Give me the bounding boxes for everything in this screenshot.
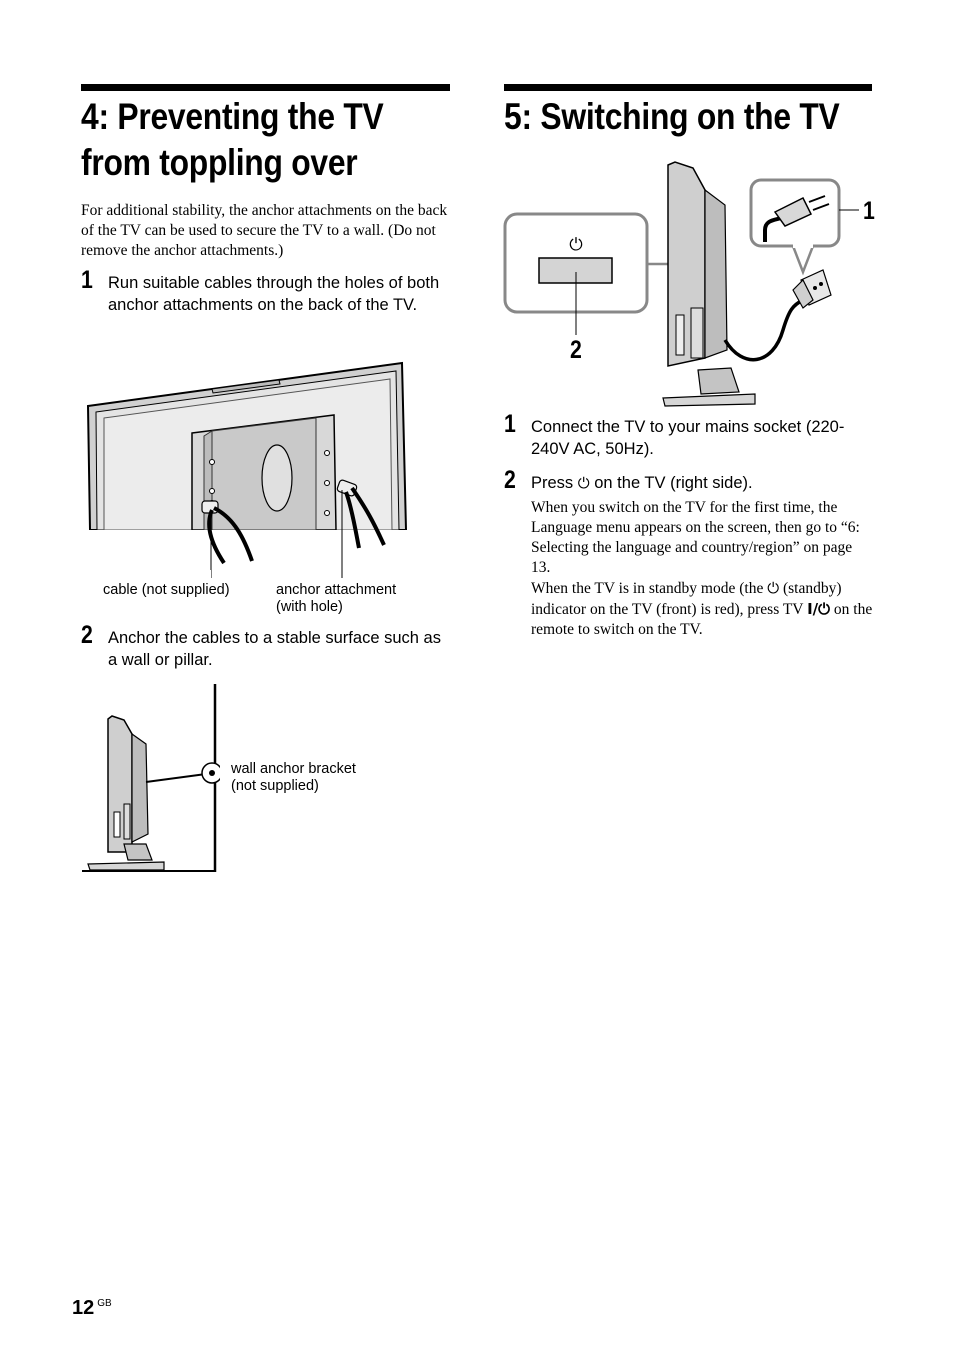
section4-title-line2: from toppling over <box>81 142 358 183</box>
page-number-value: 12 <box>72 1297 95 1319</box>
section5-note2 <box>531 578 873 640</box>
anchor-caption-line1: anchor attachment <box>276 582 397 598</box>
tv-power-key-icon: I/⏻ <box>807 600 831 618</box>
section4-rule <box>81 84 450 91</box>
section5-title: 5: Switching on the TV <box>504 96 840 137</box>
section5-step2-text <box>531 472 876 494</box>
callout-1: 1 <box>863 197 875 225</box>
power-icon: ⏻ <box>577 474 590 492</box>
section5-step2-number: 2 <box>504 466 516 494</box>
section4-step1-number: 1 <box>81 266 93 294</box>
wall-anchor-caption-line1: wall anchor bracket <box>231 761 356 777</box>
section4-intro: For additional stability, the anchor attachments on the back of the TV can be used to secure the TV to a wall. (Do not remove the anchor attachments.) <box>81 202 448 259</box>
section5-step1-text: Connect the TV to your mains socket (220-240V AC, 50Hz). <box>531 418 845 458</box>
tv-back-leader-lines <box>211 566 343 580</box>
section5-note1: When you switch on the TV for the first time, the Language menu appears on the screen, then go to “6: Selecting the language and country/region” on page 13. <box>531 499 860 576</box>
wall-anchor-illustration <box>80 684 220 874</box>
callout-2: 2 <box>570 336 582 364</box>
section5-rule <box>504 84 872 91</box>
note2-part-c: on the remote to switch on the TV. <box>531 601 873 638</box>
cable-caption: cable (not supplied) <box>103 582 230 598</box>
step2-text-after: on the TV (right side). <box>594 474 753 492</box>
section4-step2-text: Anchor the cables to a stable surface such as a wall or pillar. <box>108 629 441 669</box>
standby-icon: ⏻ <box>767 579 780 597</box>
anchor-caption-line2: (with hole) <box>276 599 343 615</box>
section5-step1-number: 1 <box>504 410 516 438</box>
note2-part-a: When the TV is in standby mode (the <box>531 580 764 597</box>
tv-power-connection-illustration <box>503 160 883 410</box>
section4-step2-number: 2 <box>81 621 93 649</box>
tv-back-anchor-illustration <box>84 358 410 570</box>
page-number <box>72 1297 112 1320</box>
note2-part-b: (standby) indicator on the TV (front) is red), press TV <box>531 580 842 618</box>
power-icon: ⏻ <box>569 235 583 255</box>
step2-text-before: Press <box>531 474 574 492</box>
page-suffix: GB <box>97 1298 112 1309</box>
wall-anchor-caption-line2: (not supplied) <box>231 778 319 794</box>
section4-step1-text: Run suitable cables through the holes of both anchor attachments on the back of the TV. <box>108 274 440 314</box>
section4-title-line1: 4: Preventing the TV <box>81 96 384 137</box>
